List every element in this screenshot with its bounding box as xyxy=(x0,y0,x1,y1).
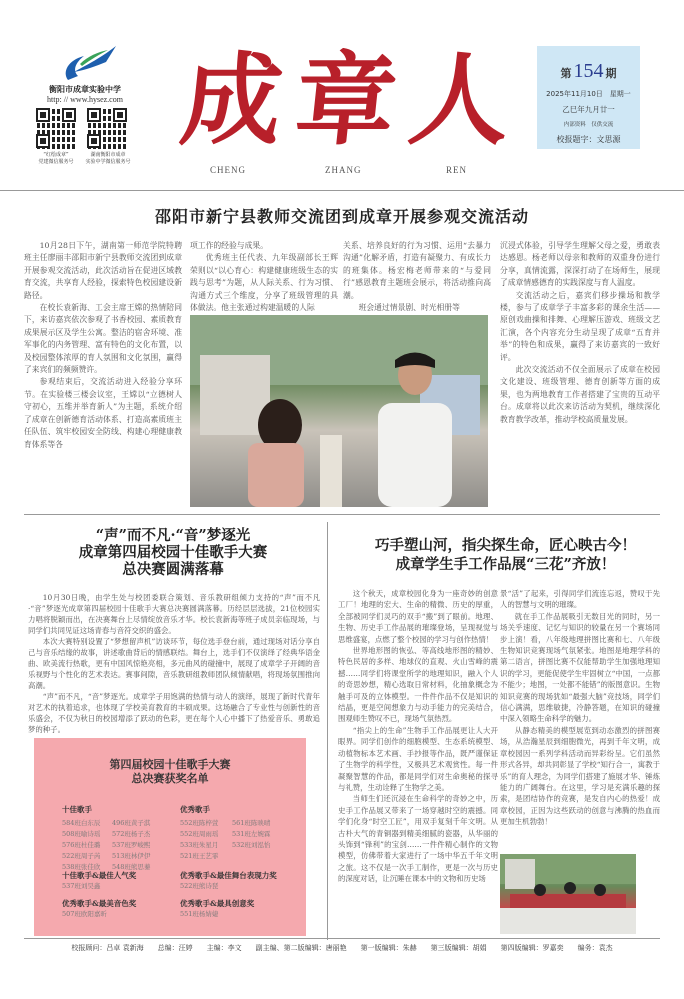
special-award-2 xyxy=(180,870,277,892)
award-winner: 561班陈映晴 xyxy=(232,819,271,827)
title-char-cheng: 成 xyxy=(175,41,289,159)
lunar-date: 乙巳年九月廿一 xyxy=(562,105,615,114)
award-category: 优秀歌手&最佳舞台表现力奖 xyxy=(180,871,277,880)
paragraph: “指尖上的生命”生物手工作品展更让人大开眼界。同学们创作的细胞模型、生态系统模型、动植物标本艺术画、手抄报等作品，既严谨保证了生物学的科学性，又极具艺术观赏性。每一件凝聚智慧的作品，都是同学们对生命奥秘的探寻与礼赞，生动诠释了生物学之美。 xyxy=(338,725,498,792)
article2-title xyxy=(28,527,318,578)
paragraph: 这个秋天，成章校园化身为一座奇妙的创意工厂！地理的宏大、生命的精微、历史的厚重，全部被同学们灵巧的双手“搬”到了眼前。地理、生物、历史手工作品展的璀璨登场，呈现视觉与思维盛宴，点燃了整个校园的学习与创作热情！ xyxy=(338,589,498,644)
award-winner: 552班陈梓萱 xyxy=(180,819,219,827)
award-category: 优秀歌手&最具创意奖 xyxy=(180,899,255,908)
paragraph: “声”而不凡，“音”梦逐光。成章学子用饱满的热情与动人的演绎，展现了新时代青年对艺术的执着追求，也体现了学校美育教育的丰硕成果。这场融合了专业性与创新性的音乐盛会，不仅为秋日的校园增添了跃动的色彩，更在每个人心中播下了热爱音乐、勇敢追梦的种子。 xyxy=(28,692,320,734)
issue-prefix: 第 xyxy=(560,67,572,80)
award-winner: 548班熊思蓁 xyxy=(112,863,151,871)
article1-title: 邵阳市新宁县教师交流团到成章开展参观交流活动 xyxy=(154,207,529,226)
article3-photo xyxy=(500,854,636,934)
paragraph: 关系、培养良好的行为习惯、运用“去暴力沟通”化解矛盾，打造有凝聚力、有成长力的班集体。杨宏梅老师带来的“与爱同行”感恩教育主题班会展示，将活动推向高潮。 xyxy=(343,241,491,300)
school-url[interactable]: http: // www.hysez.com xyxy=(47,95,123,104)
issue-number: 154 xyxy=(573,60,604,82)
article1-col1 xyxy=(24,240,182,451)
award-winner: 507班欧阳嘉昕 xyxy=(62,910,107,918)
award-winner: 584班白东辰 xyxy=(62,819,101,827)
award-title-line: 第四届校园十佳歌手大赛 xyxy=(109,758,231,771)
award-winner: 537班刘昊鑫 xyxy=(62,882,101,890)
masthead-divider xyxy=(0,190,684,191)
paragraph: 就在手工作品展吸引无数目光的同时，另一场关乎速度、记忆与知识的较量在另一个赛场同步上演！看，八年级地理拼图比赛和七、八年级生物知识竞赛现场气氛紧张。地图是地理学科的第二语言，拼图比赛不仅能帮助学生加强地理知识的学习，更能促使学生牢固树立“中国，一点都不能少；地图，一处都不能错”的版图意识。生物知识竞赛的现场犹如“最强大脑”竞技场，同学们信心满满，思维敏捷，冷静答题，在知识的碰撞中深入领略生命科学的魅力。 xyxy=(500,611,660,724)
paragraph: 优秀班主任代表、九年级副部长王辉荣则以“以心育心：构建健康班级生态的实践与思考”为题，从人际关系、行为习惯、沟通方式三个维度，分享了班级管理的具体做法。他主张通过构建温暖的人际 xyxy=(190,253,338,313)
award-winner: 538班张佳欣 xyxy=(62,863,101,871)
paragraph: 班会通过情景剧、时光相册等 xyxy=(358,303,460,313)
top10-group xyxy=(62,804,182,873)
article1-col4 xyxy=(500,240,660,426)
award-winner: 576班杜佳璐 xyxy=(62,841,101,849)
paragraph: 世界地形图的恢弘、等高线地形图的精妙、特色民居的多样、地球仪的直观、火山雪峰的震撼……同学们将课堂所学的地理知识，融入个人的奇思妙想，精心选取日常材料，化抽象概念为触手可及的立体模型。一件件作品不仅是知识的结晶，更是空间想象力与动手能力的完美结合，围观师生赞叹不已，现场气氛热烈。 xyxy=(338,646,498,724)
title-line: 成章学生手工作品展“三花”齐放！ xyxy=(395,556,616,573)
title-line: “声”而不凡·“音”梦逐光 xyxy=(95,527,251,544)
award-winner: 508班喻诗瑶 xyxy=(62,830,101,838)
paragraph: 此次交流活动不仅全面展示了成章在校园文化建设、班级管理、德育创新等方面的成果，也为两地教育工作者搭建了宝贵的互动平台。成章将以此次来访活动为契机，继续深化教育教学改革，推动学校高质量发展。 xyxy=(500,365,660,424)
award-winner: 522班熊诗琵 xyxy=(180,882,219,890)
qr-code-party[interactable] xyxy=(35,107,77,149)
paragraph: 项工作的经验与成果。 xyxy=(190,241,268,250)
article2-body xyxy=(28,592,320,735)
excellent-group xyxy=(180,804,300,862)
award-category: 优秀歌手&最美音色奖 xyxy=(62,899,137,908)
award-winner: 551班杨婧婕 xyxy=(180,910,219,918)
paragraph: 本次大赛特别设置了“梦想留声机”访谈环节，每位选手登台前，通过现场对话分享自己与音乐结缘的故事，讲述歌曲背后的情感联结。舞台上，选手们不仅演绎了经典华语金曲、欧美流行热歌，更有中国风惊艳亮相，多元曲风的碰撞中，展现了成章学子开阔的音乐视野与个性化的艺术表达。赛事间隙，音乐教研组教师团队倾情献唱，将现场氛围推向高潮。 xyxy=(28,637,320,690)
paragraph: 参观结束后，交流活动进入经验分享环节。在实验楼三楼会议室，王嫦以“立德树人守初心，五维并举育新人”为主题，系统介绍了成章在创新德育活动体系、打造高素质班主任队伍、筑牢校园安全防线、构建心理健康教育体系等各 xyxy=(24,377,182,449)
award-winner: 572班杨子杰 xyxy=(112,830,151,838)
issue-number-line xyxy=(537,60,640,83)
article3-title xyxy=(338,536,673,574)
award-winner: 533班朱星月 xyxy=(180,841,219,849)
award-winner: 522班周子芮 xyxy=(62,852,101,860)
special-award-1 xyxy=(62,870,136,892)
article1-col2 xyxy=(190,240,338,314)
pinyin-cheng: CHENG xyxy=(210,165,246,175)
title-char-ren: 人 xyxy=(403,41,517,159)
special-award-4 xyxy=(180,898,254,920)
award-winner: 521班王艺霏 xyxy=(180,852,219,860)
article3-col1 xyxy=(338,588,498,885)
award-winner: 496班黄子淇 xyxy=(112,819,151,827)
title-line: 总决赛圆满落幕 xyxy=(122,561,224,578)
paragraph: 当师生们还沉浸在生命科学的奇妙之中，历史手工作品展又带来了一场穿越时空的震撼。同学们化身“时空工匠”，用双手复刻千年文明。从古朴大气的青铜器到精美细腻的瓷器，从华丽的头饰到“锋利”的宝剑……一件件精心制作的文物模型，仿佛带着大家进行了一场中华五千年文明之旅。这不仅是一次手工制作，更是一次与历史的深度对话，让沉睡在课本中的文物和历史场 xyxy=(338,794,498,884)
award-title xyxy=(34,758,306,786)
award-title-line: 总决赛获奖名单 xyxy=(131,772,209,785)
award-winner: 537班罗峻熙 xyxy=(112,841,151,849)
section-divider xyxy=(24,514,660,515)
paragraph: 在校长袁新海、工会主席王嫦的热情陪同下，来访嘉宾依次参观了书香校园、素质教育成果展示区及学生公寓。整洁的宿舍环境、准军事化的内务管理、富有特色的文化布置，以及校园整体浓厚的育人氛围和文化氛围，赢得了来宾们的频频赞许。 xyxy=(24,303,182,375)
school-name: 衡阳市成章实验中学 xyxy=(49,85,121,94)
award-category: 十佳歌手&最佳人气奖 xyxy=(62,871,137,880)
award-winner: 552班周雨瑶 xyxy=(180,830,219,838)
paragraph: 10月30日晚，由学生处与校团委联合策划、音乐教研组倾力支持的“声”而不凡·“音”梦逐光成章第四届校园十佳歌手大赛总决赛圆满落幕。历经层层选拔，21位校园实力唱将脱颖而出，在决赛舞台上尽情绽放音乐才华。校长袁新海等班子成员亲临现场，与同学们共同见证这场青春与音符交织的盛会。 xyxy=(28,593,320,635)
editorial-credits: 校报顾问：吕卓 袁新海 总编：汪婷 主编：李文 副主编、第二版编辑：唐丽艳 第一版编辑：朱赫 第三版编辑：胡娟 第四版编辑：罗嘉奕 编务：袁杰 xyxy=(71,944,613,952)
issue-suffix: 期 xyxy=(605,67,617,80)
school-logo xyxy=(60,42,120,84)
pinyin-zhang: ZHANG xyxy=(325,165,362,175)
paragraph: 景“活”了起来，引得同学们流连忘返，赞叹于先人的智慧与文明的璀璨。 xyxy=(500,589,660,610)
award-list-box xyxy=(34,738,306,936)
award-category: 优秀歌手 xyxy=(180,805,210,814)
calligraphy-credit: 校报题字：文思源 xyxy=(556,135,621,144)
pinyin-ren: REN xyxy=(446,165,467,175)
paragraph: 交流活动之后，嘉宾们移步操场和教学楼，参与了成章学子丰富多彩的课余生活——原创戏曲操和排舞、心理解压游戏、班级文艺汇演，各个内容充分生动呈现了成章“五育并举”的特色和成果，赢得了来访嘉宾的一致好评。 xyxy=(500,290,660,362)
paragraph: 从静态精美的模型展览到动态激烈的拼图赛场，从浩瀚星辰到细胞微光，再到千年文明，成章校园因一系列学科活动而异彩纷呈。它们虽然形式各异，却共同彰显了学校“知行合一，寓教于乐”的育人理念，为同学们搭建了施展才华、锤炼能力的广阔舞台。在这里，学习是充满乐趣的探索，是团结协作的竞赛，是发自内心的热爱！成章校园，正因为这些跃动的创意与沸腾的热血而更加生机勃勃！ xyxy=(500,725,660,827)
paragraph: 沉浸式体验，引导学生理解父母之爱，勇敢表达感恩。杨老师以母亲和教师的双重身份进行分享，真情流露，深深打动了在场师生，展现了成章情感德育的实践深度与育人温度。 xyxy=(500,241,660,288)
award-winner: 532班刘泓怡 xyxy=(232,841,271,849)
article3-col2 xyxy=(500,588,660,828)
article1-col3 xyxy=(343,240,491,314)
title-line: 巧手塑山河，指尖探生命，匠心映古今！ xyxy=(375,537,636,554)
title-line: 成章第四届校园十佳歌手大赛 xyxy=(78,544,268,561)
qr-code-school[interactable] xyxy=(86,107,128,149)
award-winner: 531班左婉霖 xyxy=(232,830,271,838)
issue-date: 2025年11月10日 星期一 xyxy=(546,90,631,98)
title-char-zhang: 章 xyxy=(289,41,403,159)
column-divider xyxy=(327,522,328,940)
internal-notice: 内部资料 仅供交流 xyxy=(563,122,614,128)
award-category: 十佳歌手 xyxy=(62,805,92,814)
paragraph: 10月28日下午，湖南第一师范学院特聘班主任廖丽丰邵阳市新宁县教师交流团到成章开展参观交流活动，此次活动旨在促进区域教育交流，共享育人经验，探索特色校园建设新路径。 xyxy=(24,241,182,300)
article1-photo xyxy=(190,315,488,507)
award-winner: 513班林伊伊 xyxy=(112,852,151,860)
qr-caption-school: 湖南衡阳市成章 实验中学微信服务号 xyxy=(85,152,131,165)
footer-divider xyxy=(24,938,660,939)
special-award-3 xyxy=(62,898,136,920)
qr-caption-party: “红绘成章” 党建微信服务号 xyxy=(38,152,74,165)
issue-info-box xyxy=(537,46,640,149)
